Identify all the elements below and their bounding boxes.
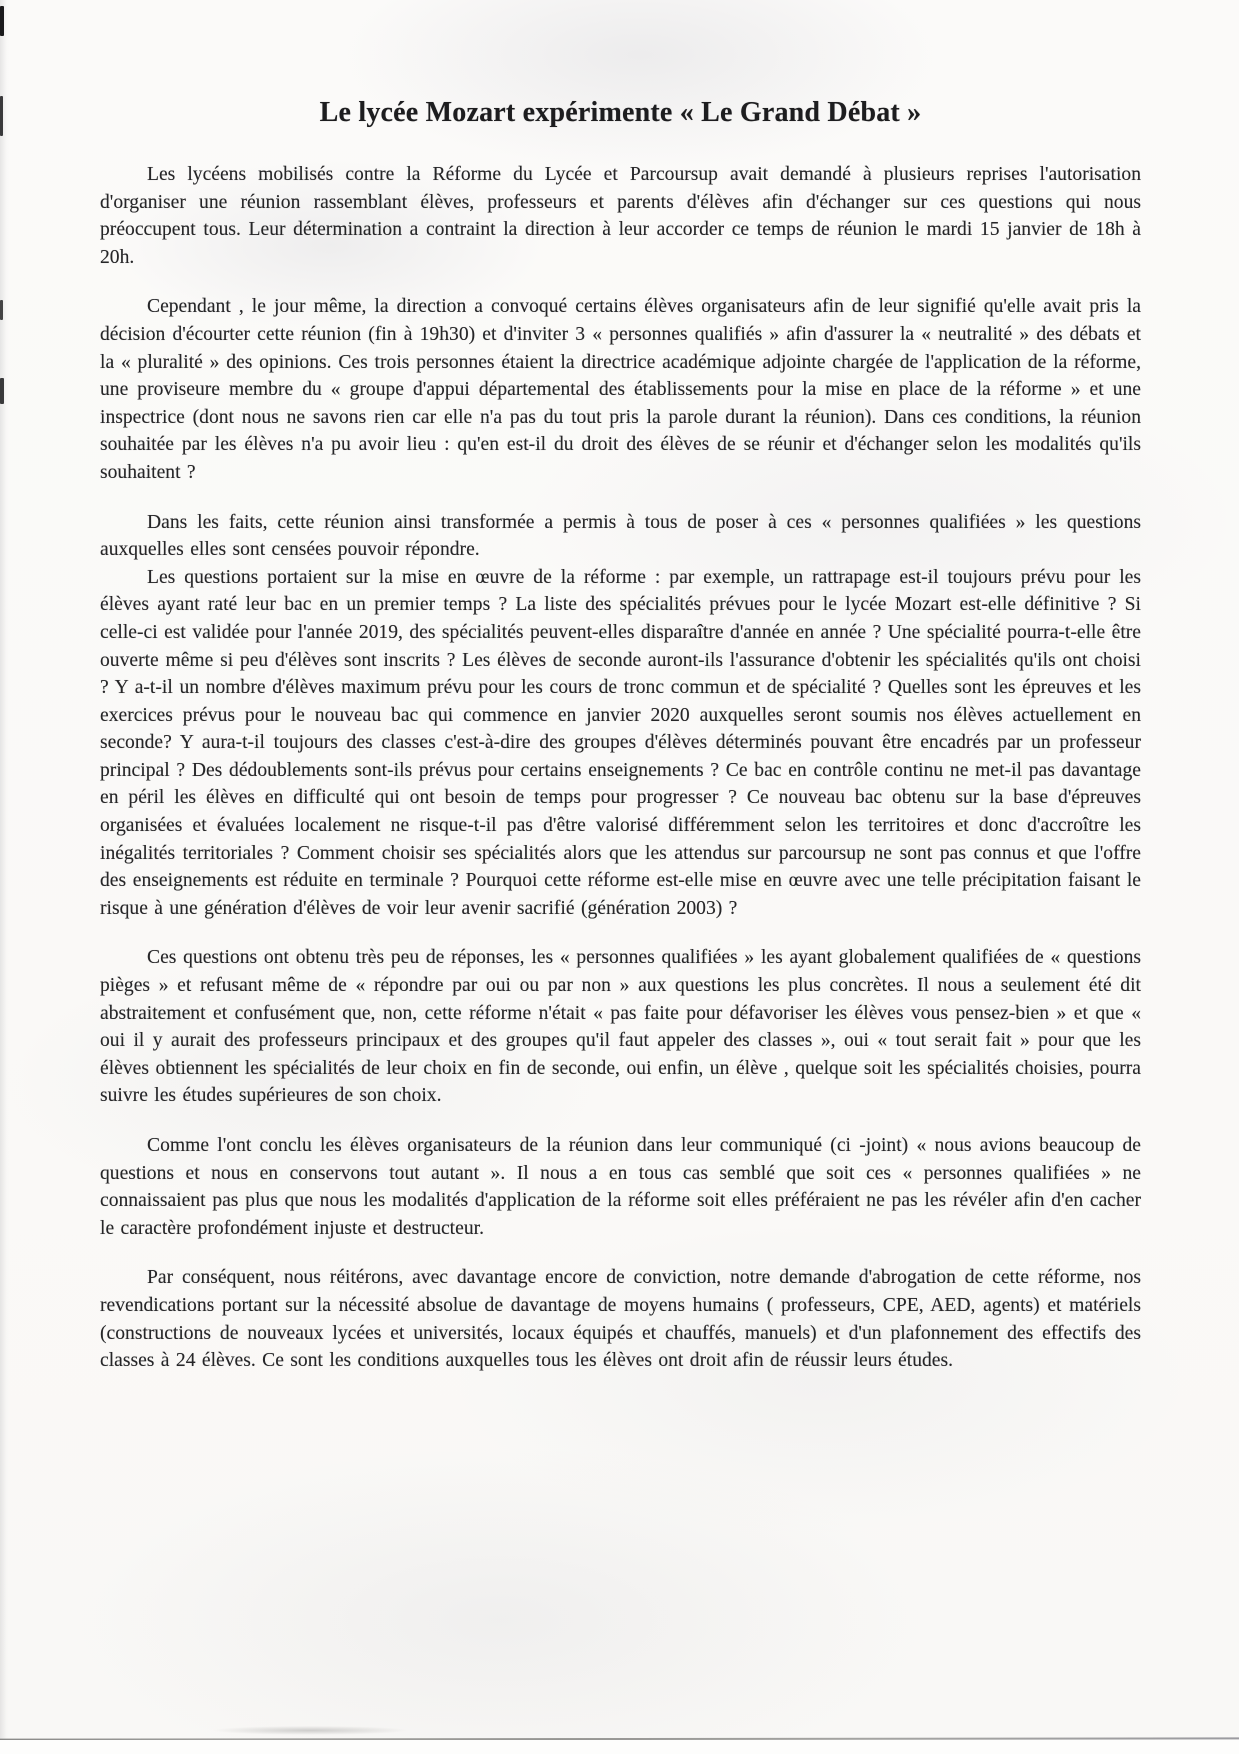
- scan-artifact-smudge: [180, 1722, 440, 1736]
- paragraph-communique: Comme l'ont conclu les élèves organisateurs de la réunion dans leur communiqué (ci -joint) « nous avions beaucoup de questions et nous en conservons tout autant ». Il nous a en tous cas semblé que soit ces « personnes qualifiées » ne connaissaient pas plus que nous les modalités d'application de la réforme soit elles préféraient ne pas les révéler afin d'en cacher le caractère profondément injuste et destructeur.: [100, 1135, 1141, 1239]
- scan-artifact-mark: [0, 378, 4, 404]
- scanner-background-strip: [0, 1740, 1239, 1754]
- paragraph-mobilisation: Les lycéens mobilisés contre la Réforme du Lycée et Parcoursup avait demandé à plusieurs reprises l'autorisation d'organiser une réunion rassemblant élèves, professeurs et parents d'élèves afin d'échanger sur ces questions qui nous préoccupent tous. Leur détermination a contraint la direction à leur accorder ce temps de réunion le mardi 15 janvier de 18h à 20h.: [100, 164, 1141, 268]
- paragraph-reponses: Ces questions ont obtenu très peu de réponses, les « personnes qualifiées » les ayant globalement qualifiées de « questions pièges » et refusant même de « répondre par oui ou par non » aux questions les plus concrètes. Il nous a seulement été dit abstraitement et confusément que, non, cette réforme n'était « pas faite pour défavoriser les élèves vous pensez-bien » et que « oui il y aurait des professeurs principaux et des groupes qu'il faut appeler des classes », oui « tout serait fait » pour que les élèves obtiennent les spécialités de leur choix en fin de seconde, oui enfin, un élève , quelque soit les spécialités choisies, pourra suivre les études supérieures de son choix.: [100, 947, 1141, 1107]
- scan-artifact-mark: [0, 300, 3, 320]
- document-title: Le lycée Mozart expérimente « Le Grand Débat »: [319, 97, 922, 128]
- scan-artifact-mark: [0, 6, 4, 36]
- paragraph-revendications: Par conséquent, nous réitérons, avec davantage encore de conviction, notre demande d'abrogation de cette réforme, nos revendications portant sur la nécessité absolue de davantage de moyens humains ( professeurs, CPE, AED, agents) et matériels (constructions de nouveaux lycées et universités, locaux équipés et chauffés, manuels) et d'un plafonnement des effectifs des classes à 24 élèves. Ce sont les conditions auxquelles tous les élèves ont droit afin de réussir leurs études.: [100, 1267, 1141, 1372]
- scan-artifact-mark: [0, 96, 3, 136]
- paragraph-questions: Les questions portaient sur la mise en œuvre de la réforme : par exemple, un rattrapage est-il toujours prévu pour les élèves ayant raté leur bac en un premier temps ? La liste des spécialités prévues pour le lycée Mozart est-elle définitive ? Si celle-ci est validée pour l'année 2019, des spécialités peuvent-elles disparaître d'année en année ? Une spécialité pourra-t-elle être ouverte même si peu d'élèves sont inscrits ? Les élèves de seconde auront-ils l'assurance d'obtenir les spécialités qu'ils ont choisi ? Y a-t-il un nombre d'élèves maximum prévu pour les cours de tronc commun et de spécialité ? Quelles sont les épreuves et les exercices prévus pour le nouveau bac qui commence en janvier 2020 auxquelles seront soumis nos élèves actuellement en seconde? Y aura-t-il toujours des classes c'est-à-dire des groupes d'élèves déterminés pouvant être encadrés par un professeur principal ? Des dédoublements sont-ils prévus pour certains enseignements ? Ce bac en contrôle continu ne met-il pas davantage en péril les élèves en difficulté qui ont besoin de temps pour progresser ? Ce nouveau bac obtenu sur la base d'épreuves organisées et évaluées localement ne risque-t-il pas d'être valorisé différemment selon les territoires et donc d'accroître les inégalités territoriales ? Comment choisir ses spécialités alors que les attendus sur parcoursup ne sont pas connus et que l'offre des enseignements est réduite en terminale ? Pourquoi cette réforme est-elle mise en œuvre avec une telle précipitation faisant le risque à une génération d'élèves de voir leur avenir sacrifié (génération 2003) ?: [100, 566, 1141, 919]
- paragraph-reunion-transformee: Dans les faits, cette réunion ainsi transformée a permis à tous de poser à ces « personnes qualifiées » les questions auxquelles elles sont censées pouvoir répondre.: [100, 511, 1141, 561]
- document-body: [100, 0, 1141, 1375]
- paragraph-convocation: Cependant , le jour même, la direction a convoqué certains élèves organisateurs afin de leur signifié qu'elle avait pris la décision d'écourter cette réunion (fin à 19h30) et d'inviter 3 « personnes qualifiés » afin d'assurer la « neutralité » des débats et la « pluralité » des opinions. Ces trois personnes étaient la directrice académique adjointe chargée de l'application de la réforme, une proviseure membre du « groupe d'appui départemental des établissements pour la mise en place de la réforme » et une inspectrice (dont nous ne savons rien car elle n'a pas du tout pris la parole durant la réunion). Dans ces conditions, la réunion souhaitée par les élèves n'a pu avoir lieu : qu'en est-il du droit des élèves de se réunir et d'échanger selon les modalités qu'ils souhaitent ?: [100, 296, 1141, 483]
- scanner-edge-shadow: [0, 0, 9, 1754]
